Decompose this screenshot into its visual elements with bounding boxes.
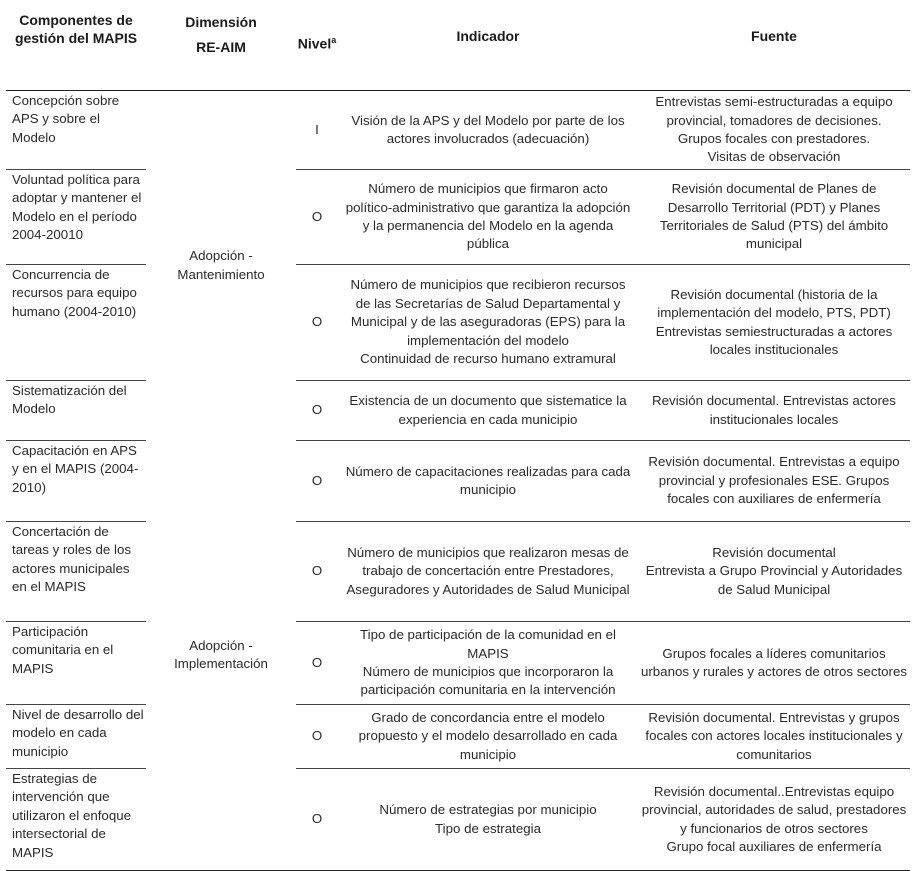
header-dimension-line1: Dimensión: [185, 14, 257, 30]
cell-fuente: Revisión documental Entrevista a Grupo Provincial y Autoridades de Salud Municipal: [638, 522, 910, 622]
table-row: [6, 91, 910, 170]
cell-nivel: O: [296, 769, 338, 871]
header-dimension-line2: RE-AIM: [196, 39, 246, 55]
cell-indicador: Visión de la APS y del Modelo por parte de los actores involucrados (adecuación): [338, 91, 638, 170]
cell-nivel: O: [296, 381, 338, 441]
mapis-components-table: [6, 4, 910, 871]
cell-componente: Concertación de tareas y roles de los actores municipales en el MAPIS: [6, 522, 146, 622]
cell-componente: Capacitación en APS y en el MAPIS (2004-2010): [6, 441, 146, 522]
cell-fuente: Revisión documental. Entrevistas a equipo provincial y profesionales ESE. Grupos focales con auxiliares de enfermería: [638, 441, 910, 522]
cell-componente: Nivel de desarrollo del modelo en cada municipio: [6, 705, 146, 769]
cell-dimension-group: Adopción - Mantenimiento: [177, 248, 265, 282]
cell-nivel: I: [296, 91, 338, 170]
cell-componente: Sistematización del Modelo: [6, 381, 146, 441]
cell-nivel: O: [296, 170, 338, 265]
header-componentes: Componentes de gestión del MAPIS: [6, 4, 146, 91]
table-row: [6, 381, 910, 441]
table-row: [6, 705, 910, 769]
header-fuente: Fuente: [638, 4, 910, 91]
cell-componente: Concepción sobre APS y sobre el Modelo: [6, 91, 146, 170]
table-row: [6, 170, 910, 265]
cell-fuente: Revisión documental. Entrevistas y grupos focales con actores locales institucionales y comunitarios: [638, 705, 910, 769]
cell-indicador: Existencia de un documento que sistematice la experiencia en cada municipio: [338, 381, 638, 441]
cell-componente: Participación comunitaria en el MAPIS: [6, 622, 146, 705]
header-indicador: Indicador: [338, 4, 638, 91]
cell-componente: Voluntad política para adoptar y mantener el Modelo en el período 2004-20010: [6, 170, 146, 265]
header-nivel-footnote: a: [331, 35, 337, 45]
table-row: [6, 522, 910, 622]
cell-fuente: Revisión documental..Entrevistas equipo provincial, autoridades de salud, prestadores y funcionarios de otros sectores Grupo focal auxiliares de enfermería: [638, 769, 910, 871]
header-nivel: [296, 4, 338, 91]
cell-nivel: O: [296, 265, 338, 381]
cell-nivel: O: [296, 705, 338, 769]
cell-nivel: O: [296, 522, 338, 622]
table-row: [6, 265, 910, 381]
cell-indicador: Tipo de participación de la comunidad en el MAPIS Número de municipios que incorporaron la participación comunitaria en la intervención: [338, 622, 638, 705]
cell-fuente: Revisión documental de Planes de Desarrollo Territorial (PDT) y Planes Territoriales de Salud (PTS) del ámbito municipal: [638, 170, 910, 265]
cell-nivel: O: [296, 441, 338, 522]
table-row: [6, 441, 910, 522]
cell-indicador: Número de capacitaciones realizadas para cada municipio: [338, 441, 638, 522]
header-nivel-label: Nivel: [297, 35, 332, 52]
cell-fuente: Entrevistas semi-estructuradas a equipo provincial, tomadores de decisiones. Grupos focales con prestadores. Visitas de observación: [638, 91, 910, 170]
cell-componente: Concurrencia de recursos para equipo humano (2004-2010): [6, 265, 146, 381]
cell-indicador: Grado de concordancia entre el modelo propuesto y el modelo desarrollado en cada municipio: [338, 705, 638, 769]
table-row: [6, 769, 910, 871]
cell-indicador: Número de municipios que realizaron mesas de trabajo de concertación entre Prestadores, Aseguradores y Autoridades de Salud Municipal: [338, 522, 638, 622]
cell-nivel: O: [296, 622, 338, 705]
cell-fuente: Revisión documental. Entrevistas actores institucionales locales: [638, 381, 910, 441]
cell-dimension-group: Adopción - Implementación: [146, 441, 296, 871]
header-row: [6, 4, 910, 91]
cell-fuente: Grupos focales a líderes comunitarios urbanos y rurales y actores de otros sectores: [638, 622, 910, 705]
cell-indicador: Número de municipios que recibieron recursos de las Secretarías de Salud Departamental y Municipal y de las aseguradoras (EPS) para la implementación del modelo Continuidad de recurso humano extramural: [338, 265, 638, 381]
cell-indicador: Número de municipios que firmaron acto político-administrativo que garantiza la adopción y la permanencia del Modelo en la agenda pública: [338, 170, 638, 265]
table-row: [6, 622, 910, 705]
header-dimension: [146, 4, 296, 91]
cell-indicador: Número de estrategias por municipio Tipo de estrategia: [338, 769, 638, 871]
cell-componente: Estrategias de intervención que utilizaron el enfoque intersectorial de MAPIS: [6, 769, 146, 871]
cell-fuente: Revisión documental (historia de la implementación del modelo, PTS, PDT) Entrevistas semiestructuradas a actores locales institucionales: [638, 265, 910, 381]
